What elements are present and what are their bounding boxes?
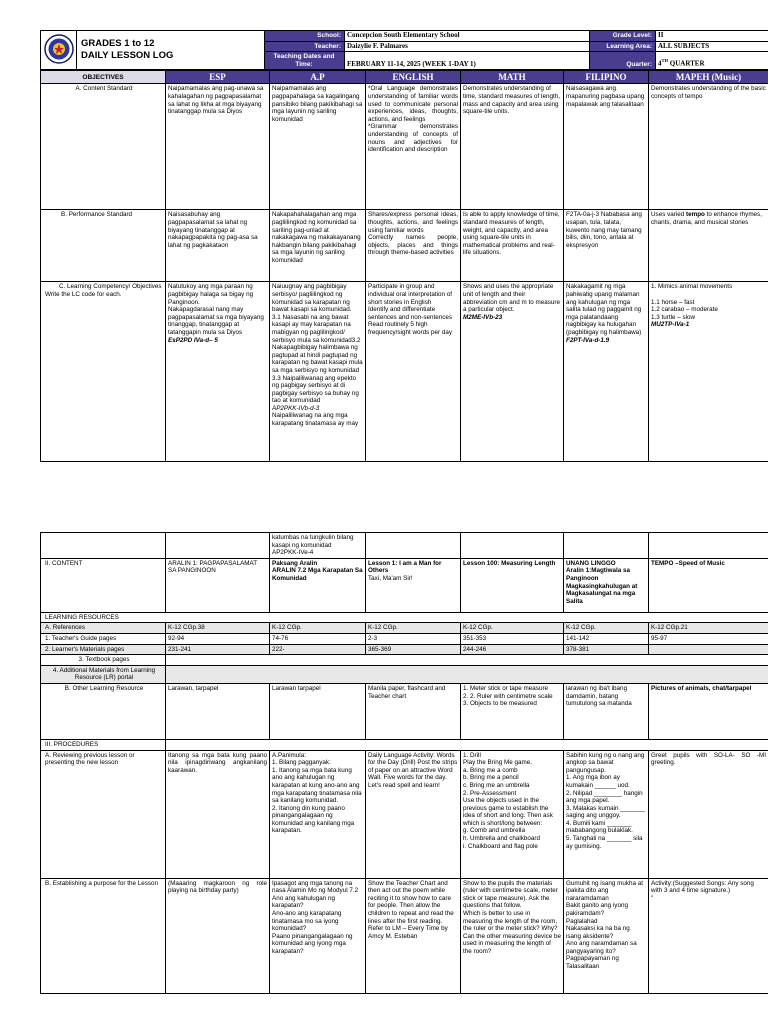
cell-esp: Naipamamalas ang pag-unawa sa kahalagahan ng pagpapasalamat sa lahat ng likha at mga biyayang tinatanggap mula sa Diyos (166, 84, 270, 210)
dates-label: Teaching Dates and Time: (265, 52, 345, 70)
cell-mapeh: Greet pupils with SO-LA- SO -MI greeting. (649, 750, 768, 878)
lesson-log-page-1 (40, 30, 768, 462)
resources-heading-row (41, 612, 768, 623)
cell-math: 351-353 (461, 633, 564, 644)
cell-filipino: K-12 CGp. (564, 623, 649, 634)
header-table (40, 30, 768, 70)
cell-ap: A.Panimula: 1. Bilang pagganyak: 1. Itanong sa mga bata kung ano ang kahulugan ng karapatan at kung ano-ano ang mga karapatang tinatamasa nila sa kanilang komunidad. 2. Itanong din kung paano pinangangalagaan ng komunidad ang kanilang mga karapatan. (270, 750, 366, 878)
quarter-label: Quarter: (590, 52, 656, 70)
cell-ap: Naipamamalas ang pagpapahalaga sa kagalingang pansibiko bilang pakikibahagi sa mga layunin ng sariling komunidad (270, 84, 366, 210)
content-standard-row (41, 84, 768, 210)
row-label: 1. Teacher's Guide pages (41, 633, 166, 644)
competency-row (41, 282, 768, 462)
cell-esp: 231-241 (166, 644, 270, 655)
other-resources-row (41, 683, 768, 739)
cell-math: Lesson 100: Measuring Length (461, 558, 564, 612)
cell-english: 2-3 (366, 633, 461, 644)
cell-esp: Natutukoy ang mga paraan ng pagbibigay halaga sa bigay ng Panginoon. Nakapagdarasal nang may pagpapasalamat sa mga biyayang tinanggap, tinatanggap at tatanggapin mula sa Diyos EsP2PD IVa-d– 5 (166, 282, 270, 462)
teacher-value: Daizylie F. Palmares (345, 41, 590, 52)
row-label: B. Performance Standard (41, 210, 166, 282)
cell-filipino: 141-142 (564, 633, 649, 644)
row-label: 4. Additional Materials from Learning Resource (LR) portal (41, 665, 166, 683)
row-label: A. Reviewing previous lesson or presenting the new lesson (41, 750, 166, 878)
cell-esp: 92-94 (166, 633, 270, 644)
procedures-table (40, 532, 768, 994)
cell-english: K-12 CGp. (366, 623, 461, 634)
grade-label: Grade Level: (590, 31, 656, 42)
col-filipino: FILIPINO (564, 71, 649, 84)
lesson-log-page-2 (40, 532, 768, 994)
col-ap: A.P (270, 71, 366, 84)
quarter-value: 4TH QUARTER (656, 52, 768, 70)
cell-esp: Naisasabuhay ang pagpapasalamat sa lahat ng biyayang tinatanggap at nakapagpapakita ng pag-asa sa lahat ng pagkakataon (166, 210, 270, 282)
dates-value: FEBRUARY 11-14, 2025 (WEEK 1-DAY 1) (345, 52, 590, 70)
school-value: Concepcion South Elementary School (345, 31, 590, 42)
row-label: 2. Learner's Materials pages (41, 644, 166, 655)
objectives-table (40, 70, 768, 462)
cell-filipino: Naisasagawa ang mapanuring pagbasa upang mapalawak ang talasalitaan (564, 84, 649, 210)
cell-math: Is able to apply knowledge of time, standard measures of length, weight, and capacity, and area using square-tile units in mathematical problems and real-life situations. (461, 210, 564, 282)
learning-resources-heading: LEARNING RESOURCES (41, 612, 768, 623)
cell-mapeh: K-12 CGp.21 (649, 623, 768, 634)
cell-mapeh: Uses varied tempo to enhance rhymes, chants, drama, and musical stories (649, 210, 768, 282)
col-english: ENGLISH (366, 71, 461, 84)
area-label: Learning Area: (590, 41, 656, 52)
cell-ap: 74-76 (270, 633, 366, 644)
cell-esp: ARALIN 1: PAGPAPASALAMAT SA PANGINOON (166, 558, 270, 612)
cell-math: Demonstrates understanding of time, standard measures of length, mass and capacity and area using square-tile units. (461, 84, 564, 210)
school-label: School: (265, 31, 345, 42)
cell-filipino: F2TA-0a-j-3 Nababasa ang usapan, tula, talata, kuwento nang may tamang bilis, diin, tono, antala at ekspresyon (564, 210, 649, 282)
row-label: 3. Textbook pages (41, 655, 166, 666)
cell-math: Shows and uses the appropriate unit of length and their abbreviation cm and m to measure a particular object. M2ME-IVb-23 (461, 282, 564, 462)
col-math: MATH (461, 71, 564, 84)
cell-math: Show to the pupils the materials (ruler with centimetre scale, meter stick or tape measure). Ask the questions that follow. Which is better to use in measuring the length of the room, the ruler or the meter stick? Why? Can the other measuring device be used in measuring the length of the room? (461, 878, 564, 993)
cell-english: *Oral Language demonstrates understanding of familiar words used to communicate personal experiences, ideas, thoughts, actions, and feelings *Grammar demonstrates understanding of concepts of nouns and adjectives for identification and description (366, 84, 461, 210)
cell-english: Manila paper, flashcard and Teacher chart (366, 683, 461, 739)
cell-english: Show the Teacher Chart and then act out the poem while reciting it to show how to care for people. Then allow the children to repeat and read the lines after the first reading. Refer to LM – Every Time by Amcy M. Esteban (366, 878, 461, 993)
references-row (41, 623, 768, 634)
procedures-heading: III. PROCEDURES (41, 739, 166, 750)
grade-value: II (656, 31, 768, 42)
row-label: C. Learning Competency/ Objectives Write the LC code for each. (41, 282, 166, 462)
teachers-guide-row (41, 633, 768, 644)
procedures-heading-row (41, 739, 768, 750)
cell-ap: Naiuugnay ang pagbibigay serbisyo/ pagliilingkod ng komunidad sa karapatan ng bawat kasapi sa komunidad. 3.1 Nasasabi na ang bawat kasapi ay may karapatan na mabigyan ng paglilingkod/ serbisyo mula sa komunidad3.2 Nakapagbibigay halimbawa ng pagtupad at hindi pagtupad ng karapatan ng bawat kasapi mula sa mga serbisyo ng komunidad 3.3 Naipaliliwanag ang epekto ng pagbigay serbisyo at di pagbigay serbisyo sa buhay ng tao at komunidad AP2PKK-IVb-d-3 Naipaliliwanag na ang mga karapatang tinatamasa ay may (270, 282, 366, 462)
cell-math: K-12 CGp. (461, 623, 564, 634)
row-label: B. Other Learning Resource (41, 683, 166, 739)
reviewing-row (41, 750, 768, 878)
cell-esp: Itanong sa mga bata kung paano nila ipinagdiriwang angkanilang kaarawan. (166, 750, 270, 878)
purpose-row (41, 878, 768, 993)
objectives-heading: OBJECTIVES (41, 71, 166, 84)
performance-standard-row (41, 210, 768, 282)
cell-esp: Larawan, tarpapel (166, 683, 270, 739)
teacher-label: Teacher: (265, 41, 345, 52)
cell-english: Shares/express personal ideas, thoughts, actions, and feelings using familiar words Correctly names people, objects, places and things through theme-based activities (366, 210, 461, 282)
cell-ap: Paksang Aralin ARALIN 7.2 Mga Karapatan Sa Komunidad (270, 558, 366, 612)
cell-filipino: UNANG LINGGO Aralin 1:Magtiwala sa Panginoon Magkasingkahulugan at Magkasalungat na mga Salita (564, 558, 649, 612)
cell-mapeh: 95-97 (649, 633, 768, 644)
cell-english: Daily Language Activity: Words for the Day (Drill) Post the strips of paper on an attractive Word Wall. Five words for the day. Let's read spell and learn! (366, 750, 461, 878)
cell-filipino: Gumuhit ng isang mukha at ipakita dito ang nararamdaman Bakit ganito ang iyong pakiramdam? Paglalahad Nakasaksi ka na ba ng isang aksidente? Ano ang naramdaman sa pangyayaring ito? Pagpapayaman ng Talasalitaan (564, 878, 649, 993)
row-label: A. Content Standard (41, 84, 166, 210)
cell-english: 365-369 (366, 644, 461, 655)
row-label: II. CONTENT (41, 558, 166, 612)
cell-mapeh: Pictures of animals, chat/tarpapel (649, 683, 768, 739)
cell-mapeh (649, 644, 768, 655)
cell-mapeh: 1. Mimics animal movements 1.1 horse – fast 1.2 carabao – moderate 1.3 turtle – slow MU2TP-IVa-1 (649, 282, 768, 462)
cell-ap: K-12 CGp. (270, 623, 366, 634)
col-esp: ESP (166, 71, 270, 84)
cell-math: 1. Meter stick or tape measure 2. 2. Ruler with centimetre scale 3. Objects to be measured (461, 683, 564, 739)
cell-mapeh: TEMPO –Speed of Music (649, 558, 768, 612)
deped-seal-logo (41, 31, 77, 70)
lr-portal-row (41, 665, 768, 683)
cell-mapeh: Activity:(Suggested Songs: Any song with 3 and 4 time signature.) " (649, 878, 768, 993)
area-value: ALL SUBJECTS (656, 41, 768, 52)
row-label: B. Establishing a purpose for the Lesson (41, 878, 166, 993)
cell-ap: Ipasagot ang mga tanong na nasa Alamin Mo ng Modyul 7.2 Ano ang kahulugan ng karapatan? Ano-ano ang karapatang tinatamasa mo sa iyong komunidad? Paano pinangangalagaan ng komunidad ang iyong mga karapatan? (270, 878, 366, 993)
textbook-row (41, 655, 768, 666)
row-label: A. References (41, 623, 166, 634)
subject-header-row (41, 71, 768, 84)
cell-filipino: larawan ng iba't ibang damdamin, batang tumutulong sa matanda (564, 683, 649, 739)
cell-english: Participate in group and individual oral interpretation of short stories in English Identify and differentiate sentences and non-sentences Read routinely 5 high frequency/sight words per day (366, 282, 461, 462)
cell-ap: Nakapahahalagahan ang mga pagliilingkod ng komunidad sa sariling pag-unlad at nakakagawa ng makakayanang hakbangin bilang pakikibahagi sa mga layunin ng sariling komunidad (270, 210, 366, 282)
cell-filipino: Sabihin kung ng o nang ang angkop sa bawat pangungusap. 1. Ang mga ibon ay kumakain ______ uod. 2. Nilipad ________ hangin ang mga papel. 3. Malakas kumain _______ saging ang unggoy. 4. Bumili kami _______ mababangong bulaklak. 5. Tanghali na _______ sila ay gumising. (564, 750, 649, 878)
cell-esp: K-12 CGp.38 (166, 623, 270, 634)
document-title: GRADES 1 to 12 DAILY LESSON LOG (77, 31, 265, 70)
cell-mapeh: Demonstrates understanding of the basic concepts of tempo (649, 84, 768, 210)
learners-materials-row (41, 644, 768, 655)
cell-ap: katumbas na tungkulin bilang kasapi ng komunidad AP2PKK-IVe-4 (270, 533, 366, 559)
cell-math: 1. Drill Play the Bring Me game. a. Bring me a comb b. Bring me a pencil c. Bring me an umbrella 2. Pre-Assessment Use the objects used in the previous game to establish the idea of short and long. Then ask which is short/long between: g. Comb and umbrella h. Umbrella and chalkboard i. Chalkboard and flag pole (461, 750, 564, 878)
cell-english: Lesson 1: I am a Man for Others Taxi, Ma'am Sir! (366, 558, 461, 612)
cell-math: 244-246 (461, 644, 564, 655)
cell-ap: 222- (270, 644, 366, 655)
cell-ap: Larawan tarpapel (270, 683, 366, 739)
continuation-row (41, 533, 768, 559)
cell-esp: (Maaaring magkaroon ng role playing na birthday party) (166, 878, 270, 993)
cell-filipino: 378-381 (564, 644, 649, 655)
cell-filipino: Nakakagamit ng mga pahiwatig upang malaman ang kahulugan ng mga salita tulad ng paggamit ng mga palatandaang nagbibigay ka hulugahan (pagbibigay ng halimbawa) F2PT-IVa-d-1.9 (564, 282, 649, 462)
col-mapeh: MAPEH (Music) (649, 71, 768, 84)
content-row (41, 558, 768, 612)
